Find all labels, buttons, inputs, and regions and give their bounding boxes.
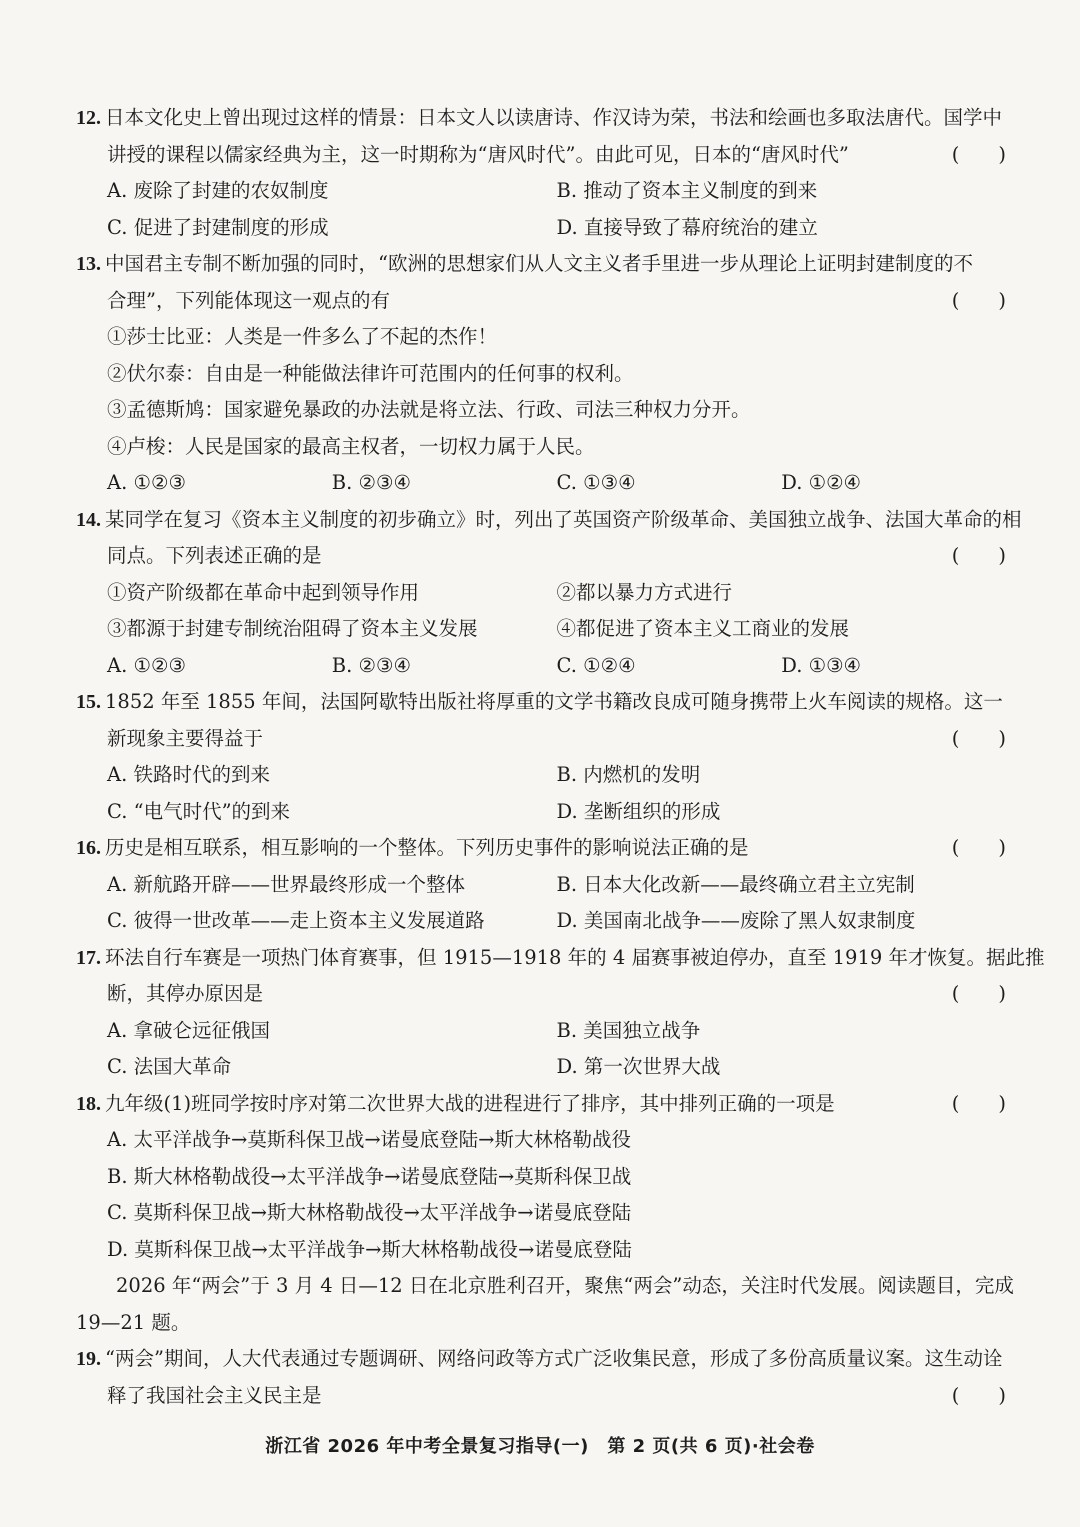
option-b: B. 内燃机的发明 [556, 763, 701, 786]
option-a: A. ①②③ [107, 471, 186, 494]
question-18-stem: 18. 九年级(1)班同学按时序对第二次世界大战的进程进行了排序，其中排列正确的一项是 ( ) [76, 1086, 1006, 1123]
option-d: D. 直接导致了幕府统治的建立 [556, 215, 818, 239]
question-number: 18. [76, 1092, 101, 1115]
question-16-options-row-1 [76, 867, 1006, 904]
answer-bracket: ( ) [951, 288, 1006, 312]
option-c: C. “电气时代”的到来 [107, 799, 291, 823]
question-number: 16. [76, 837, 101, 859]
question-13-item-3: ③孟德斯鸠：国家避免暴政的办法就是将立法、行政、司法三种权力分开。 [107, 398, 751, 421]
option-b: B. ②③④ [331, 653, 411, 677]
passage-intro-line-1: 2026 年“两会”于 3 月 4 日—12 日在北京胜利召开，聚焦“两会”动态，关注时代发展。阅读题目，完成 [116, 1274, 1014, 1297]
option-d: D. ①③④ [781, 653, 862, 677]
answer-bracket: ( ) [951, 1091, 1006, 1115]
question-13-item-4: ④卢梭：人民是国家的最高主权者，一切权力属于人民。 [107, 434, 595, 458]
question-12-options-row-1 [76, 173, 1006, 210]
question-17-stem-line-1: 17. 环法自行车赛是一项热门体育赛事，但 1915—1918 年的 4 届赛事被迫停办，直至 1919 年才恢复。据此推 [76, 945, 1045, 969]
question-13-item-1: ①莎士比亚：人类是一件多么了不起的杰作！ [107, 325, 498, 348]
option-b: B. 日本大化改新——最终确立君主立宪制 [556, 872, 915, 896]
option-b: B. ②③④ [331, 471, 411, 494]
question-15-options-row-1 [76, 757, 1006, 794]
option-b: B. 推动了资本主义制度的到来 [556, 179, 818, 202]
option-d: D. ①②④ [781, 471, 862, 494]
answer-bracket: ( ) [951, 982, 1006, 1005]
question-18-option-c: C. 莫斯科保卫战→斯大林格勒战役→太平洋战争→诺曼底登陆 [107, 1201, 632, 1224]
question-number: 17. [76, 946, 101, 969]
question-number: 15. [76, 691, 101, 713]
question-12-stem-line-2: 讲授的课程以儒家经典为主，这一时期称为“唐风时代”。由此可见，日本的“唐风时代” ( ) [76, 137, 1006, 174]
answer-bracket: ( ) [951, 836, 1006, 859]
question-16-stem: 16. 历史是相互联系，相互影响的一个整体。下列历史事件的影响说法正确的是 ( ) [76, 830, 1006, 867]
question-15-stem-line-2: 新现象主要得益于 ( ) [76, 721, 1006, 758]
statement-2: ②都以暴力方式进行 [556, 580, 733, 604]
question-15-stem-line-1: 15. 1852 年至 1855 年间，法国阿歇特出版社将厚重的文学书籍改良成可随身携带上火车阅读的规格。这一 [76, 690, 1003, 713]
statement-4: ④都促进了资本主义工商业的发展 [556, 617, 850, 640]
question-13-options [76, 465, 1006, 502]
option-a: A. 新航路开辟——世界最终形成一个整体 [107, 872, 465, 896]
question-14-stem-line-2: 同点。下列表述正确的是 ( ) [76, 538, 1006, 575]
option-d: D. 第一次世界大战 [556, 1055, 721, 1078]
option-c: C. 促进了封建制度的形成 [107, 215, 329, 239]
question-12-options-row-2 [76, 210, 1006, 247]
question-17-stem-line-2: 断，其停办原因是 ( ) [76, 976, 1006, 1013]
question-16-options-row-2 [76, 903, 1006, 940]
option-a: A. 废除了封建的农奴制度 [107, 179, 329, 202]
question-12-stem-line-1: 12. 日本文化史上曾出现过这样的情景：日本文人以读唐诗、作汉诗为荣，书法和绘画也多取法唐代。国学中 [76, 106, 1003, 129]
question-14-items-row-2 [76, 611, 1006, 648]
question-13-item-2: ②伏尔泰：自由是一种能做法律许可范围内的任何事的权利。 [107, 361, 634, 385]
question-number: 19. [76, 1348, 101, 1370]
option-d: D. 垄断组织的形成 [556, 799, 721, 823]
answer-bracket: ( ) [951, 1383, 1006, 1407]
option-b: B. 美国独立战争 [556, 1018, 701, 1042]
question-14-options [76, 648, 1006, 685]
statement-1: ①资产阶级都在革命中起到领导作用 [107, 580, 420, 604]
statement-3: ③都源于封建专制统治阻碍了资本主义发展 [107, 617, 478, 640]
question-18-option-b: B. 斯大林格勒战役→太平洋战争→诺曼底登陆→莫斯科保卫战 [107, 1164, 632, 1188]
question-14-stem-line-1: 14. 某同学在复习《资本主义制度的初步确立》时，列出了英国资产阶级革命、美国独立战争、法国大革命的相 [76, 507, 1022, 531]
question-13-stem-line-1: 13. 中国君主专制不断加强的同时，“欧洲的思想家们从人文主义者手里进一步从理论上证明封建制度的不 [76, 252, 973, 275]
option-c: C. 法国大革命 [107, 1055, 232, 1078]
question-13-stem-line-2: 合理”，下列能体现这一观点的有 ( ) [76, 283, 1006, 320]
question-number: 13. [76, 253, 101, 275]
page-footer: 浙江省 2026 年中考全景复习指导(一) 第 2 页(共 6 页)·社会卷 [265, 1436, 815, 1457]
answer-bracket: ( ) [951, 544, 1006, 567]
question-19-stem-line-2: 释了我国社会主义民主是 ( ) [76, 1378, 1006, 1415]
answer-bracket: ( ) [951, 142, 1006, 166]
option-c: C. ①②④ [556, 653, 636, 677]
passage-intro-line-2: 19—21 题。 [76, 1310, 191, 1334]
question-18-option-a: A. 太平洋战争→莫斯科保卫战→诺曼底登陆→斯大林格勒战役 [107, 1128, 631, 1151]
option-a: A. 拿破仑远征俄国 [107, 1018, 270, 1042]
question-17-options-row-2 [76, 1049, 1006, 1086]
option-c: C. 彼得一世改革——走上资本主义发展道路 [107, 909, 485, 932]
option-d: D. 美国南北战争——废除了黑人奴隶制度 [556, 909, 916, 932]
question-list [76, 100, 1045, 1414]
question-19-stem-line-1: 19. “两会”期间，人大代表通过专题调研、网络问政等方式广泛收集民意，形成了多份高质量议案。这生动诠 [76, 1347, 1003, 1370]
question-number: 12. [76, 107, 101, 129]
question-number: 14. [76, 508, 101, 531]
option-c: C. ①③④ [556, 471, 636, 494]
option-a: A. ①②③ [107, 653, 186, 677]
question-15-options-row-2 [76, 794, 1006, 831]
answer-bracket: ( ) [951, 726, 1006, 750]
question-14-items-row-1 [76, 575, 1006, 612]
option-a: A. 铁路时代的到来 [107, 763, 270, 786]
question-18-option-d: D. 莫斯科保卫战→太平洋战争→斯大林格勒战役→诺曼底登陆 [107, 1237, 632, 1261]
question-17-options-row-1 [76, 1013, 1006, 1050]
